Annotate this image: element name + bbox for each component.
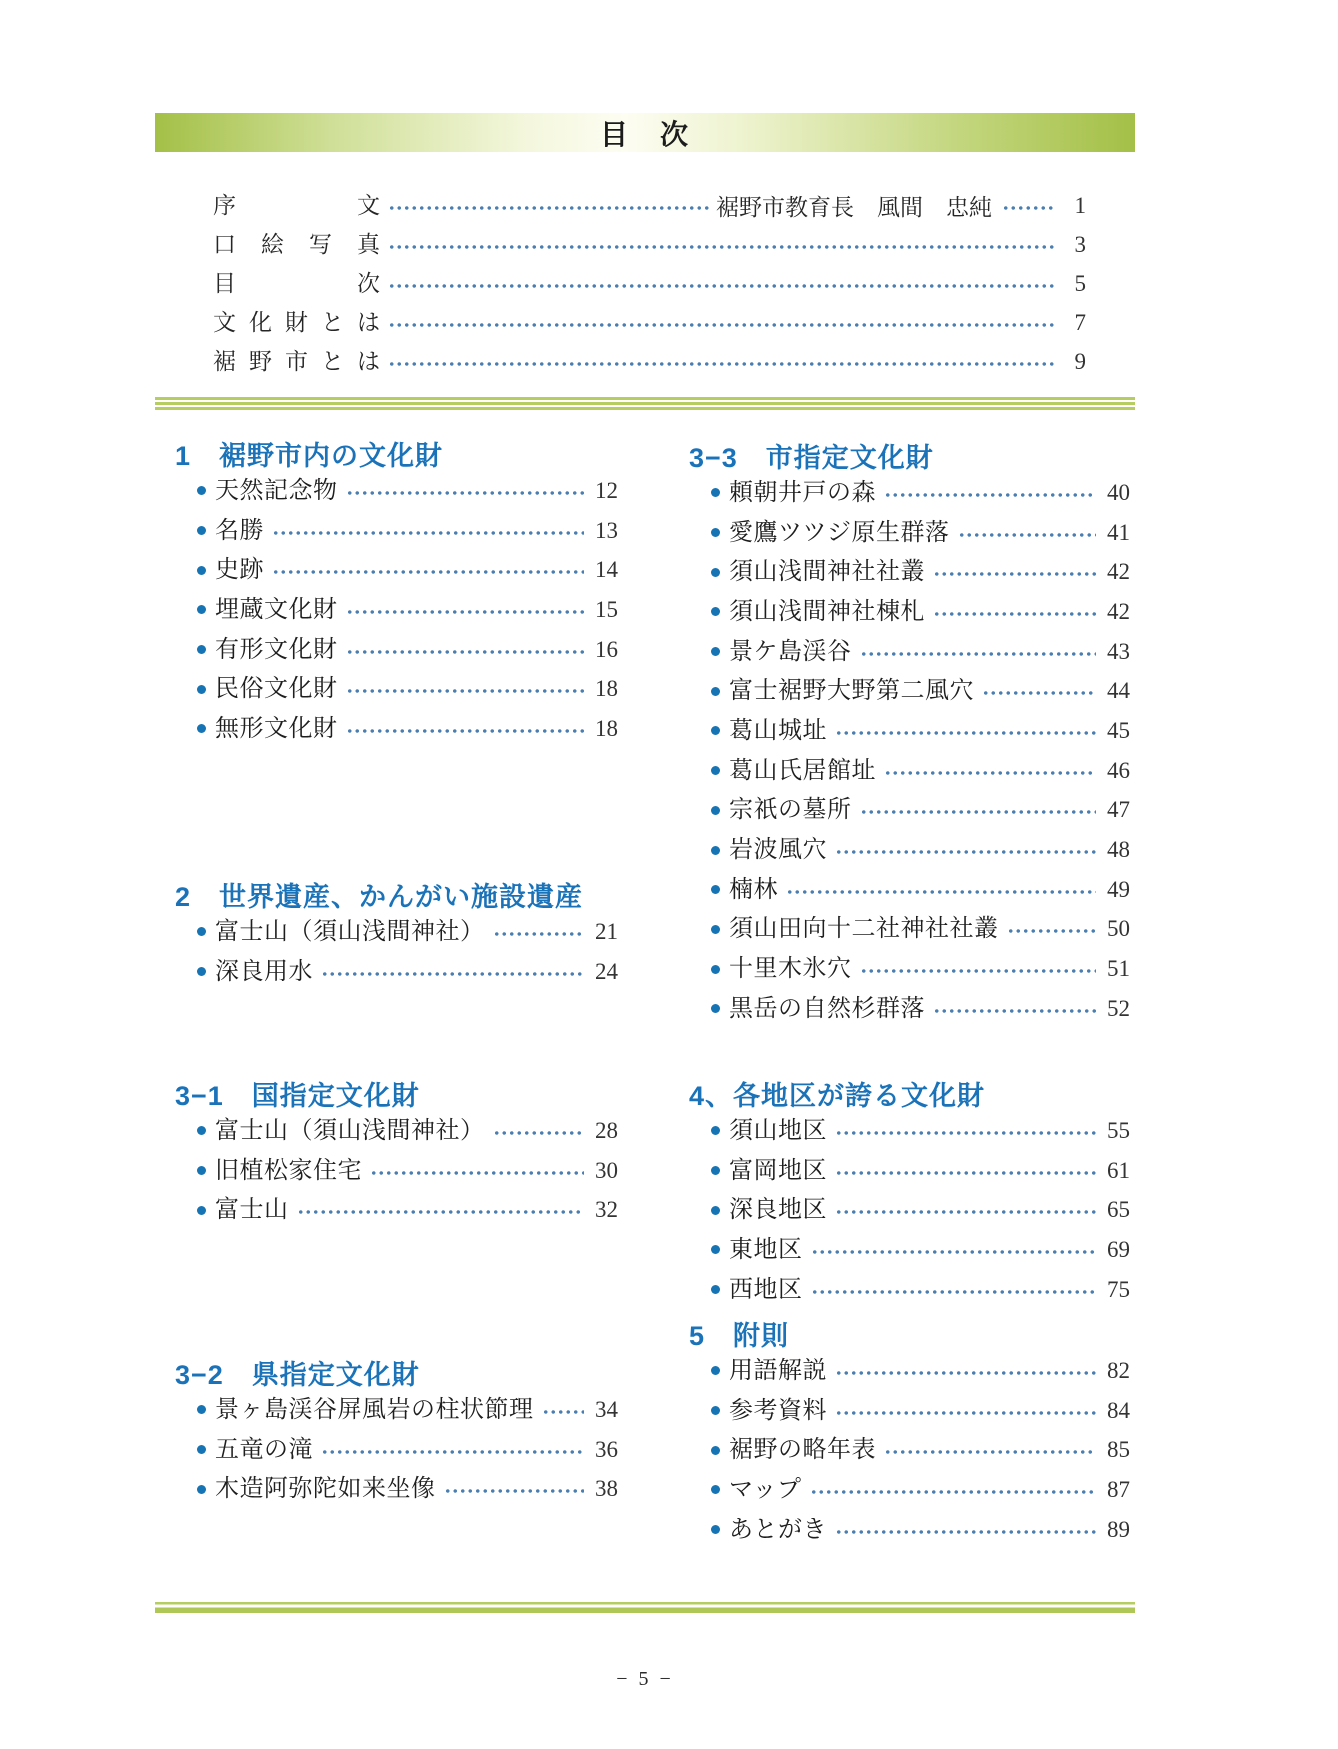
bullet-icon bbox=[711, 607, 720, 616]
toc-entry-title: 名勝 bbox=[215, 517, 264, 544]
section-heading: 5 附則 bbox=[689, 1320, 790, 1351]
toc-entry-title: 裾野の略年表 bbox=[729, 1437, 876, 1464]
toc-entry-page: 47 bbox=[1107, 797, 1130, 823]
toc-section bbox=[175, 876, 618, 991]
dot-leader bbox=[931, 1005, 1096, 1017]
bullet-icon bbox=[711, 726, 720, 735]
toc-entry-page: 41 bbox=[1107, 519, 1130, 545]
dot-leader bbox=[491, 1127, 585, 1139]
dot-leader bbox=[386, 241, 1054, 253]
toc-entry-title: 景ヶ島渓谷屏風岩の柱状節理 bbox=[215, 1396, 534, 1423]
dot-leader bbox=[491, 928, 585, 940]
dot-leader-short bbox=[1000, 202, 1054, 214]
dot-leader bbox=[386, 202, 710, 214]
toc-entry bbox=[689, 1470, 1130, 1510]
dot-leader bbox=[931, 608, 1096, 620]
toc-entry-page: 36 bbox=[595, 1436, 618, 1462]
dot-leader bbox=[809, 1286, 1097, 1298]
section-items bbox=[175, 471, 618, 749]
dot-leader bbox=[833, 1206, 1096, 1218]
bullet-icon bbox=[197, 645, 206, 654]
frontmatter-row bbox=[213, 264, 1086, 303]
toc-entry-title: 西地区 bbox=[729, 1276, 803, 1303]
toc-entry-title: 無形文化財 bbox=[215, 715, 338, 742]
toc-entry-page: 42 bbox=[1107, 598, 1130, 624]
toc-entry bbox=[689, 1190, 1130, 1230]
bullet-icon bbox=[711, 1406, 720, 1415]
bullet-icon bbox=[711, 1245, 720, 1254]
toc-entry-title: 有形文化財 bbox=[215, 636, 338, 663]
section-heading: 3−1 国指定文化財 bbox=[175, 1080, 420, 1111]
toc-entry bbox=[689, 830, 1130, 870]
dot-leader bbox=[809, 1246, 1097, 1258]
bullet-icon bbox=[711, 1366, 720, 1375]
toc-entry-page: 65 bbox=[1107, 1197, 1130, 1223]
frontmatter-row bbox=[213, 225, 1086, 264]
frontmatter-label: 目次 bbox=[213, 271, 380, 296]
toc-entry bbox=[175, 1430, 618, 1470]
dot-leader bbox=[386, 319, 1054, 331]
toc-entry bbox=[689, 751, 1130, 791]
divider-top bbox=[155, 397, 1135, 410]
dot-leader bbox=[270, 527, 584, 539]
bullet-icon bbox=[711, 1525, 720, 1534]
toc-entry-page: 69 bbox=[1107, 1236, 1130, 1262]
toc-entry-title: 富岡地区 bbox=[729, 1157, 827, 1184]
bullet-icon bbox=[711, 846, 720, 855]
bullet-icon bbox=[711, 1126, 720, 1135]
toc-entry bbox=[689, 473, 1130, 513]
bullet-icon bbox=[711, 885, 720, 894]
toc-entry bbox=[689, 1151, 1130, 1191]
dot-leader bbox=[833, 1127, 1096, 1139]
dot-leader bbox=[931, 568, 1096, 580]
bullet-icon bbox=[197, 566, 206, 575]
bullet-icon bbox=[711, 1004, 720, 1013]
toc-entry-page: 12 bbox=[595, 477, 618, 503]
toc-entry-title: 富士山 bbox=[215, 1197, 289, 1224]
toc-entry-page: 28 bbox=[595, 1117, 618, 1143]
toc-entry-title: 民俗文化財 bbox=[215, 676, 338, 703]
dot-leader bbox=[386, 280, 1054, 292]
toc-entry-page: 21 bbox=[595, 918, 618, 944]
dot-leader bbox=[368, 1167, 584, 1179]
toc-entry bbox=[689, 1270, 1130, 1310]
toc-entry-page: 84 bbox=[1107, 1397, 1130, 1423]
toc-entry-page: 87 bbox=[1107, 1476, 1130, 1502]
toc-entry-page: 43 bbox=[1107, 638, 1130, 664]
bullet-icon bbox=[711, 766, 720, 775]
toc-entry bbox=[175, 1190, 618, 1230]
section-heading: 3−2 県指定文化財 bbox=[175, 1359, 420, 1390]
bullet-icon bbox=[711, 528, 720, 537]
toc-entry bbox=[689, 791, 1130, 831]
toc-entry-title: 須山浅間神社社叢 bbox=[729, 559, 925, 586]
dot-leader bbox=[344, 685, 585, 697]
toc-entry-title: 頼朝井戸の森 bbox=[729, 479, 876, 506]
bullet-icon bbox=[197, 685, 206, 694]
dot-leader bbox=[784, 886, 1096, 898]
bullet-icon bbox=[197, 486, 206, 495]
toc-entry-title: 埋蔵文化財 bbox=[215, 596, 338, 623]
bullet-icon bbox=[197, 526, 206, 535]
toc-entry bbox=[689, 632, 1130, 672]
toc-entry bbox=[175, 1151, 618, 1191]
dot-leader bbox=[1005, 925, 1097, 937]
toc-section bbox=[175, 1075, 618, 1230]
frontmatter-author: 裾野市教育長 風間 忠純 bbox=[716, 195, 992, 220]
page-number: 5 bbox=[1074, 270, 1086, 296]
toc-entry-title: 富士裾野大野第二風穴 bbox=[729, 678, 974, 705]
bullet-icon bbox=[197, 1166, 206, 1175]
toc-entry-page: 24 bbox=[595, 958, 618, 984]
toc-section bbox=[689, 437, 1130, 1029]
toc-entry-page: 50 bbox=[1107, 916, 1130, 942]
bullet-icon bbox=[711, 1166, 720, 1175]
dot-leader bbox=[344, 487, 585, 499]
dot-leader bbox=[808, 1486, 1096, 1498]
toc-entry bbox=[175, 1390, 618, 1430]
dot-leader bbox=[882, 1446, 1096, 1458]
bullet-icon bbox=[711, 806, 720, 815]
toc-entry bbox=[689, 1430, 1130, 1470]
toc-entry-page: 38 bbox=[595, 1476, 618, 1502]
dot-leader bbox=[540, 1406, 585, 1418]
dot-leader bbox=[956, 529, 1097, 541]
bullet-icon bbox=[197, 1445, 206, 1454]
toc-entry-title: 須山田向十二社神社社叢 bbox=[729, 916, 999, 943]
toc-entry-page: 30 bbox=[595, 1157, 618, 1183]
dot-leader bbox=[980, 687, 1096, 699]
toc-entry bbox=[689, 870, 1130, 910]
toc-entry-page: 85 bbox=[1107, 1437, 1130, 1463]
section-heading: 4、各地区が誇る文化財 bbox=[689, 1080, 986, 1111]
toc-entry-title: 天然記念物 bbox=[215, 477, 338, 504]
toc-entry-title: マップ bbox=[729, 1476, 802, 1503]
bullet-icon bbox=[711, 687, 720, 696]
dot-leader bbox=[344, 646, 585, 658]
toc-entry-page: 82 bbox=[1107, 1357, 1130, 1383]
bullet-icon bbox=[197, 1485, 206, 1494]
dot-leader bbox=[833, 1367, 1096, 1379]
bullet-icon bbox=[711, 1485, 720, 1494]
toc-entry bbox=[175, 709, 618, 749]
toc-entry-title: 参考資料 bbox=[729, 1397, 827, 1424]
toc-entry-title: 深良地区 bbox=[729, 1197, 827, 1224]
bullet-icon bbox=[711, 1446, 720, 1455]
dot-leader bbox=[344, 725, 585, 737]
toc-entry-page: 52 bbox=[1107, 995, 1130, 1021]
toc-entry bbox=[689, 711, 1130, 751]
section-heading: 1 裾野市内の文化財 bbox=[175, 440, 444, 471]
toc-entry-title: 須山地区 bbox=[729, 1117, 827, 1144]
bullet-icon bbox=[711, 1206, 720, 1215]
dot-leader bbox=[858, 965, 1097, 977]
toc-entry-page: 55 bbox=[1107, 1117, 1130, 1143]
bullet-icon bbox=[197, 1126, 206, 1135]
toc-entry bbox=[689, 949, 1130, 989]
toc-entry-title: 木造阿弥陀如来坐像 bbox=[215, 1476, 436, 1503]
bullet-icon bbox=[197, 927, 206, 936]
toc-entry-title: 史跡 bbox=[215, 557, 264, 584]
toc-entry bbox=[689, 1510, 1130, 1550]
toc-entry-title: 葛山氏居館址 bbox=[729, 757, 876, 784]
toc-entry-title: 用語解説 bbox=[729, 1357, 827, 1384]
dot-leader bbox=[833, 1526, 1096, 1538]
dot-leader bbox=[858, 806, 1097, 818]
toc-entry-page: 48 bbox=[1107, 837, 1130, 863]
page-title: 目 次 bbox=[599, 119, 690, 151]
toc-entry-title: 葛山城址 bbox=[729, 717, 827, 744]
toc-entry-title: 富士山（須山浅間神社） bbox=[215, 1117, 485, 1144]
bullet-icon bbox=[711, 568, 720, 577]
page-number: 3 bbox=[1074, 231, 1086, 257]
toc-entry-page: 16 bbox=[595, 636, 618, 662]
bullet-icon bbox=[197, 724, 206, 733]
dot-leader bbox=[442, 1485, 585, 1497]
bullet-icon bbox=[711, 488, 720, 497]
bullet-icon bbox=[711, 647, 720, 656]
dot-leader bbox=[882, 767, 1096, 779]
dot-leader bbox=[344, 606, 585, 618]
toc-entry-page: 49 bbox=[1107, 876, 1130, 902]
dot-leader bbox=[858, 648, 1097, 660]
toc-entry bbox=[175, 912, 618, 952]
page-header-bar bbox=[155, 113, 1135, 152]
frontmatter-list bbox=[213, 186, 1086, 381]
section-heading: 2 世界遺産、かんがい施設遺産 bbox=[175, 881, 584, 912]
toc-entry-page: 18 bbox=[595, 715, 618, 741]
toc-entry-page: 42 bbox=[1107, 559, 1130, 585]
dot-leader bbox=[295, 1206, 585, 1218]
bullet-icon bbox=[711, 925, 720, 934]
toc-entry-title: 旧植松家住宅 bbox=[215, 1157, 362, 1184]
footer-page-number: − 5 − bbox=[616, 1668, 674, 1690]
toc-section bbox=[175, 1354, 618, 1509]
toc-entry-title: 富士山（須山浅間神社） bbox=[215, 918, 485, 945]
dot-leader bbox=[833, 1167, 1096, 1179]
toc-entry-page: 13 bbox=[595, 517, 618, 543]
bullet-icon bbox=[197, 1206, 206, 1215]
toc-entry bbox=[175, 1469, 618, 1509]
toc-entry-title: 黒岳の自然杉群落 bbox=[729, 995, 925, 1022]
toc-entry bbox=[689, 592, 1130, 632]
toc-entry-title: 景ケ島渓谷 bbox=[729, 638, 852, 665]
toc-entry-page: 14 bbox=[595, 557, 618, 583]
toc-entry-title: 宗祇の墓所 bbox=[729, 797, 852, 824]
toc-entry bbox=[689, 989, 1130, 1029]
frontmatter-label: 裾野市とは bbox=[213, 349, 380, 374]
toc-entry-page: 51 bbox=[1107, 956, 1130, 982]
page-number: 7 bbox=[1074, 309, 1086, 335]
toc-entry bbox=[175, 471, 618, 511]
toc-entry-page: 89 bbox=[1107, 1516, 1130, 1542]
dot-leader bbox=[386, 358, 1054, 370]
dot-leader bbox=[833, 1407, 1096, 1419]
toc-section bbox=[689, 1075, 1130, 1309]
toc-entry-title: 五竜の滝 bbox=[215, 1436, 313, 1463]
toc-entry-page: 61 bbox=[1107, 1157, 1130, 1183]
dot-leader bbox=[319, 968, 584, 980]
page-number: 1 bbox=[1074, 192, 1086, 218]
dot-leader bbox=[833, 727, 1096, 739]
dot-leader bbox=[319, 1446, 584, 1458]
dot-leader bbox=[882, 489, 1096, 501]
toc-entry-title: 東地区 bbox=[729, 1236, 803, 1263]
toc-entry bbox=[175, 952, 618, 992]
section-items bbox=[689, 473, 1130, 1029]
toc-entry-page: 32 bbox=[595, 1197, 618, 1223]
bullet-icon bbox=[197, 1405, 206, 1414]
toc-entry-title: 楠林 bbox=[729, 876, 778, 903]
toc-section bbox=[175, 435, 618, 749]
bullet-icon bbox=[197, 967, 206, 976]
toc-entry bbox=[689, 513, 1130, 553]
toc-entry bbox=[175, 630, 618, 670]
page-number: 9 bbox=[1074, 348, 1086, 374]
section-items bbox=[689, 1351, 1130, 1549]
frontmatter-label: 口絵写真 bbox=[213, 232, 380, 257]
bullet-icon bbox=[711, 1285, 720, 1294]
toc-entry bbox=[175, 669, 618, 709]
toc-entry-page: 34 bbox=[595, 1396, 618, 1422]
toc-entry-page: 18 bbox=[595, 676, 618, 702]
dot-leader bbox=[833, 846, 1096, 858]
section-items bbox=[689, 1111, 1130, 1309]
toc-entry-page: 44 bbox=[1107, 678, 1130, 704]
toc-entry bbox=[689, 1111, 1130, 1151]
toc-entry bbox=[175, 550, 618, 590]
frontmatter-label: 文化財とは bbox=[213, 310, 380, 335]
toc-entry bbox=[689, 552, 1130, 592]
toc-entry-title: 十里木氷穴 bbox=[729, 956, 852, 983]
divider-bottom bbox=[155, 1602, 1135, 1613]
toc-entry-page: 45 bbox=[1107, 717, 1130, 743]
section-items bbox=[175, 1111, 618, 1230]
toc-entry-page: 40 bbox=[1107, 479, 1130, 505]
frontmatter-label: 序文 bbox=[213, 193, 380, 218]
dot-leader bbox=[270, 566, 584, 578]
bullet-icon bbox=[197, 605, 206, 614]
toc-entry-page: 46 bbox=[1107, 757, 1130, 783]
section-items bbox=[175, 1390, 618, 1509]
toc-entry bbox=[689, 1230, 1130, 1270]
toc-entry bbox=[689, 1391, 1130, 1431]
toc-entry bbox=[689, 1351, 1130, 1391]
frontmatter-row bbox=[213, 186, 1086, 225]
toc-entry-title: あとがき bbox=[729, 1516, 827, 1543]
toc-entry bbox=[175, 590, 618, 630]
frontmatter-row bbox=[213, 303, 1086, 342]
toc-entry bbox=[689, 910, 1130, 950]
toc-entry-page: 75 bbox=[1107, 1276, 1130, 1302]
toc-entry-page: 15 bbox=[595, 596, 618, 622]
section-heading: 3−3 市指定文化財 bbox=[689, 442, 934, 473]
toc-entry bbox=[689, 671, 1130, 711]
toc-entry-title: 愛鷹ツツジ原生群落 bbox=[729, 519, 950, 546]
toc-entry-title: 岩波風穴 bbox=[729, 837, 827, 864]
toc-section bbox=[689, 1315, 1130, 1549]
bullet-icon bbox=[711, 965, 720, 974]
toc-entry-title: 深良用水 bbox=[215, 958, 313, 985]
toc-entry-title: 須山浅間神社棟札 bbox=[729, 598, 925, 625]
toc-entry bbox=[175, 511, 618, 551]
page-footer bbox=[155, 1668, 1135, 1691]
section-items bbox=[175, 912, 618, 991]
toc-entry bbox=[175, 1111, 618, 1151]
frontmatter-row bbox=[213, 342, 1086, 381]
